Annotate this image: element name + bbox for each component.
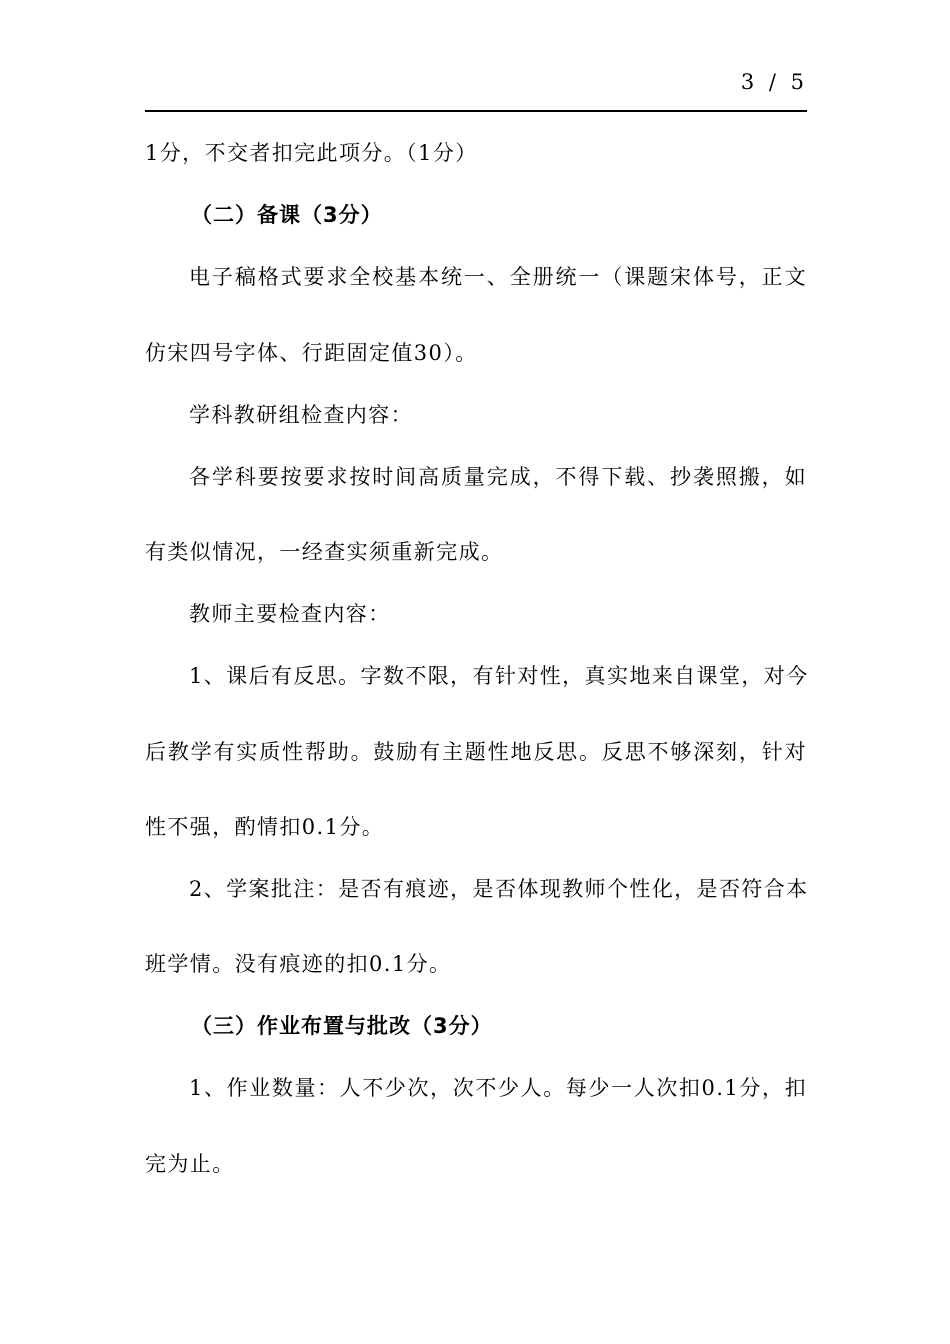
paragraph-line: 2、学案批注：是否有痕迹，是否体现教师个性化，是否符合本 — [189, 877, 809, 901]
paragraph-line: 电子稿格式要求全校基本统一、全册统一（课题宋体号，正文 — [189, 265, 807, 289]
paragraph-line: 1、课后有反思。字数不限，有针对性，真实地来自课堂，对今 — [189, 664, 809, 688]
paragraph-line: 后教学有实质性帮助。鼓励有主题性地反思。反思不够深刻，针对 — [145, 740, 807, 764]
paragraph-line: 班学情。没有痕迹的扣0.1分。 — [145, 952, 452, 976]
section-heading: （二）备课（3分） — [191, 203, 383, 227]
paragraph-line: 各学科要按要求按时间高质量完成，不得下载、抄袭照搬，如 — [189, 465, 807, 489]
paragraph-line: 学科教研组检查内容： — [189, 403, 413, 427]
paragraph-line: 教师主要检查内容： — [189, 602, 391, 626]
paragraph-line: 仿宋四号字体、行距固定值30）。 — [145, 341, 478, 365]
paragraph-line: 1、作业数量：人不少次，次不少人。每少一人次扣0.1分，扣 — [189, 1076, 807, 1100]
header-divider — [145, 110, 807, 112]
paragraph-line: 有类似情况，一经查实须重新完成。 — [145, 540, 504, 564]
page-number: 3 / 5 — [740, 70, 808, 94]
paragraph-line: 性不强，酌情扣0.1分。 — [145, 815, 385, 839]
paragraph-line: 1分，不交者扣完此项分。（1分） — [145, 141, 478, 165]
paragraph-line: 完为止。 — [145, 1152, 235, 1176]
section-heading: （三）作业布置与批改（3分） — [191, 1014, 493, 1038]
